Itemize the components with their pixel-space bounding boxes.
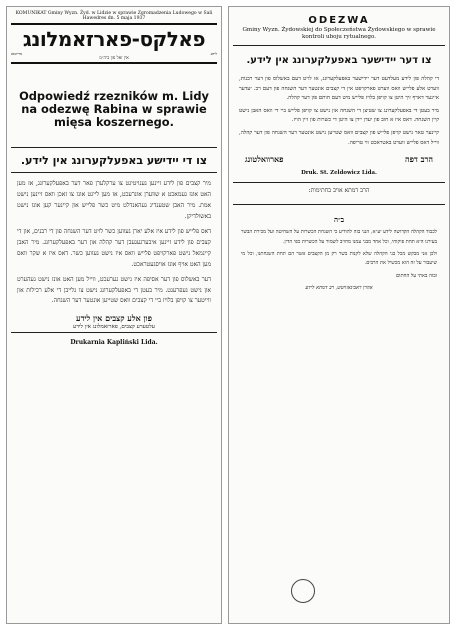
masthead-right: לידע [210,51,217,56]
body-text [239,75,439,148]
masthead-left: פרייטאג [11,51,23,56]
body-text [17,179,211,307]
paragraph: מיר קצבים פון לידע זיינען גענויטיגט צו ערקלערן פאר דער באפעלקערונג, אז מען האט אונז געמאכט א שווערן אונרעכט, אז מען לייגט אונז צו זאכן וואס זיינען נישט אמת. מיר האבן שטענדיג געהאנדלט מיט כשר פלייש און קיינער קען אונז נישט באשולדיקן. [17,180,211,221]
polish-title: Odpowiedź rzezników m. Lidy na odezwę Rabina w sprawie mięsa koszernego. [19,88,209,130]
paragraph: די קהלה פון לידע מעלדעט דער יידישער באפעלקערונג, אז לויט דעם באשלוס פון דער רבנות, ווערט אלע פלייש וואס ווערט פארקויפט אין די קצבים אונטער דער השגחה פון דעם רב. יעדער איינער דארף זיך היטן צו קויפן בלויז פלייש מיט דעם חותם פון דער קהלה. [239,76,439,102]
printer-credit: Druk. St. Zeldowicz Lida. [301,170,377,177]
letter-signature: אהרן ראבינאוויטש, רב דמתא לידע [305,285,373,292]
yiddish-heading: צו די יידישע באפעלקערונג אין לידע. [20,154,208,168]
letter-text [241,228,437,293]
subtitle-rule [233,45,445,46]
notice-line: הרב דמתא אויב בחתימות: [308,187,370,195]
polish-subtitle: Gminy Wyzn. Żydowskiej do Społeczeństwa Żydowskiego w sprawie kontroli uboju rytualnego. [242,27,436,40]
masthead-rule-top [11,23,217,25]
paragraph: דער באשלוס פון דער אסיפה איז נישט גערעכט, ווייל מען האט אונז נישט געהערט און נישט געפרעגט. מיר בעטן די באפעלקערונג נישט צו גלייבן די אלע רכילות און ווייטער צו קויפן בלויז ביי די קצבים וואס שטייען אונטער דער השגחה. [17,275,211,305]
masthead-rule-bottom [11,62,217,64]
left-poster-sheet [6,6,222,624]
right-poster-sheet [228,6,450,624]
heading-rule [11,172,217,173]
paragraph: קיינער טאר נישט קויפן פלייש פון קצבים וואס שטייען נישט אונטער דער השגחה פון דער קהלה, ווייל דאס פלייש ווערט באטראכט ווי טריפה. [239,129,439,146]
closing-subline: עלטערע קצבים, פארזאמלונג אין לידע [73,324,155,331]
letter-rule [233,204,445,205]
printer-credit: Drukarnia Kapliński Lida. [70,339,158,347]
masthead-subtitle: אין זאל פון ביה״מ [99,55,129,61]
stamp-seal [291,579,315,603]
title-rule [11,147,217,148]
section-rule [233,182,445,183]
letter-paragraph: לכבוד הקהלה הקדושה לידע יע״א, הנני בזה להודיע כי השגחת הכשרות על השחיטה ועל מכירת הבשר בעירנו היא תחת פיקוחי, וכל אחד מבני עמנו מחויב לשמור על הכשרות כפי הדין. [241,229,437,245]
letter-paragraph: ולכן אני מבקש מכל בני הקהלה שלא לקנות בשר רק מן הקצבים אשר הם תחת השגחתנו, וכל מי שיעבור על זה הוא מכשיל את הרבים. [241,250,437,267]
komunikat-header: KOMUNIKAT Gminy Wyzn. Żyd. w Lidzie w sprawie Zgromadzenia Ludowego w Sali Hawedres dn. 5 maja 1937 [15,11,213,22]
closing-line: פון אלע קצבים אין לידע [76,313,152,324]
letter-bh: ב״ה [333,215,345,225]
footer-rule [11,332,217,333]
odezwa-title: ODEZWA [308,15,370,26]
letter-paragraph: ובזה באתי על החתום [396,272,437,279]
masthead-title: פאלקס-פארזאמלונג [22,26,206,51]
paragraph: מיר בעטן די באפעלקערונג צו שטיצן די השגחה און נישט צו קויפן פלייש ביי די וואס האבן נישט קיין השגחה. דאס איז א חוב פון יעדן יידן צו היטן די כשרות פון זיין הויז. [239,107,439,124]
yiddish-heading: צו דער יידישער באפעלקערונג אין לידע. [246,55,432,66]
signature-board: פארוואלטונג [245,154,284,165]
paragraph: דאס פלייש פון לידע איז אלע יארן געווען כשר לויט דער השגחה פון די רבנים, און די קצבים פון לידע זיינען איבערגעגעבן דער קהלה און דער באפעלקערונג. מיר האבן קיינמאל נישט פארקויפט פלייש וואס איז נישט געווען כשר. דאס איז א שקר וואס מען האט אויף אונז אויסגעטראכט. [17,228,211,268]
signature-row [245,154,433,164]
signature-rabbi: הרב דפה [405,154,433,165]
